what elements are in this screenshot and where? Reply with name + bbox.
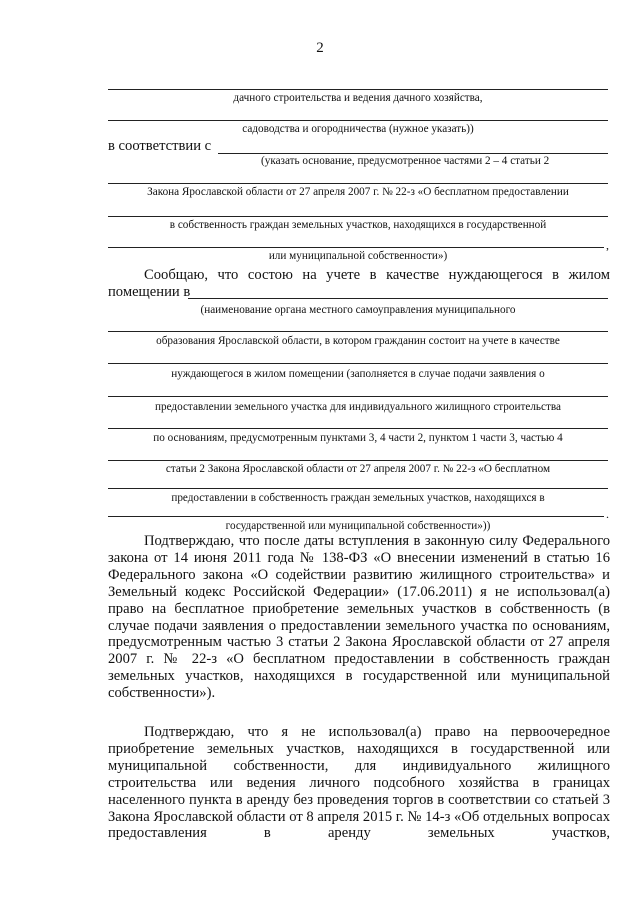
- registration-statement: Сообщаю, что состою на учете в качестве нуждающегося в жилом: [144, 267, 610, 283]
- form-field-line[interactable]: [188, 298, 608, 299]
- form-field-line[interactable]: [218, 153, 608, 154]
- form-field-line[interactable]: [108, 331, 608, 332]
- basis-caption: (указать основание, предусмотренное частями 2 – 4 статьи 2: [261, 155, 550, 167]
- form-field-line[interactable]: [108, 216, 608, 217]
- form-field-line[interactable]: [108, 516, 604, 517]
- accordance-label: в соответствии с: [108, 138, 212, 154]
- registration-statement-cont: помещении в: [108, 284, 191, 300]
- purpose-caption: дачного строительства и ведения дачного хозяйства,: [233, 92, 483, 104]
- form-field-line[interactable]: [108, 460, 608, 461]
- registration-caption: по основаниям, предусмотренным пунктами 3, 4 части 2, пунктом 1 части 3, частью 4: [153, 432, 563, 444]
- basis-caption: или муниципальной собственности»): [268, 250, 448, 262]
- form-field-line[interactable]: [108, 183, 608, 184]
- line-end-mark: .: [606, 507, 609, 521]
- registration-caption: статьи 2 Закона Ярославской области от 27 апреля 2007 г. № 22-з «О бесплатном: [165, 463, 551, 475]
- registration-caption: государственной или муниципальной собственности»)): [225, 520, 491, 532]
- purpose-caption: садоводства и огородничества (нужное указать)): [242, 123, 474, 135]
- registration-caption: нуждающегося в жилом помещении (заполняется в случае подачи заявления о: [171, 368, 545, 380]
- registration-caption: (наименование органа местного самоуправления муниципального: [200, 304, 516, 316]
- form-field-line[interactable]: [108, 120, 608, 121]
- form-field-line[interactable]: [108, 89, 608, 90]
- registration-caption: образования Ярославской области, в котором гражданин состоит на учете в качестве: [156, 335, 560, 347]
- confirmation-paragraph: [108, 533, 610, 702]
- form-field-line[interactable]: [108, 396, 608, 397]
- form-field-line[interactable]: [108, 488, 608, 489]
- form-field-line[interactable]: [108, 247, 604, 248]
- form-field-line[interactable]: [108, 428, 608, 429]
- basis-caption: Закона Ярославской области от 27 апреля 2007 г. № 22-з «О бесплатном предоставлении: [147, 186, 569, 198]
- basis-caption: в собственность граждан земельных участков, находящихся в государственной: [169, 219, 547, 231]
- form-field-line[interactable]: [108, 363, 608, 364]
- registration-caption: предоставлении в собственность граждан земельных участков, находящихся в: [171, 492, 545, 504]
- confirmation-paragraph-text: Подтверждаю, что после даты вступления в законную силу Федерального закона от 14 июня 2011 года № 138-ФЗ «О внесении изменений в статью 16 Федерального закона «О содействии развитию жилищного строительства» и Земельный кодекс Российской Федерации» (17.06.2011) я не использовал(а) право на бесплатное приобретение земельных участков в собственность (в случае подачи заявления о предоставлении земельного участка по основаниям, предусмотренным частью 3 статьи 2 Закона Ярославской области от 27 апреля 2007 г. № 22-з «О бесплатном предоставлении в собственность граждан земельных участков, находящихся в государственной или муниципальной собственности»).: [108, 533, 610, 702]
- confirmation-paragraph-text: Подтверждаю, что я не использовал(а) право на первоочередное приобретение земельных участков, находящихся в государственной или муниципальной собственности, для индивидуального жилищного строительства или ведения личного подсобного хозяйства в границах населенного пункта в аренду без проведения торгов в соответствии со статьей 3 Закона Ярославской области от 8 апреля 2015 г. № 14-з «Об отдельных вопросах предоставления в аренду земельных участков,: [108, 724, 610, 842]
- confirmation-paragraph: [108, 724, 610, 842]
- page-number: 2: [316, 40, 324, 56]
- line-end-mark: ,: [606, 238, 609, 252]
- registration-caption: предоставлении земельного участка для индивидуального жилищного строительства: [155, 401, 561, 413]
